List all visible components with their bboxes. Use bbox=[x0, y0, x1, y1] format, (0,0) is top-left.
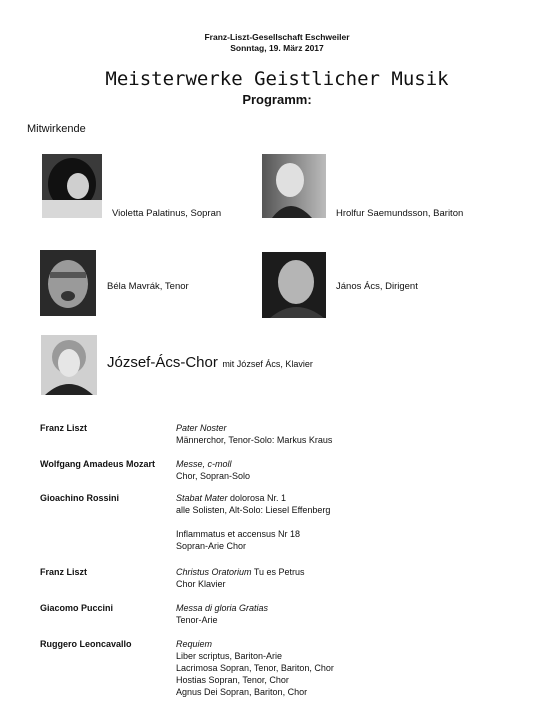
work-detail: Agnus Dei Sopran, Bariton, Chor bbox=[176, 687, 308, 697]
work-entry bbox=[176, 492, 330, 552]
work-entry bbox=[176, 638, 334, 698]
work-detail: Chor, Sopran-Solo bbox=[176, 471, 251, 481]
performer-caption: Hrolfur Saemundsson, Bariton bbox=[336, 208, 464, 219]
date-line: Sonntag, 19. März 2017 bbox=[230, 43, 324, 53]
composer-name: Franz Liszt bbox=[40, 423, 88, 433]
choir-name: József-Ács-Chor bbox=[107, 354, 218, 371]
performer-photo-acs bbox=[262, 252, 326, 318]
organizer-line: Franz-Liszt-Gesellschaft Eschweiler bbox=[204, 32, 350, 42]
composer-name: Giacomo Puccini bbox=[40, 603, 114, 613]
work-title: Messa di gloria Gratias bbox=[176, 603, 269, 613]
work-title: Messe, c-moll bbox=[176, 459, 232, 469]
composer-name: Franz Liszt bbox=[40, 567, 88, 577]
work-entry bbox=[176, 602, 268, 626]
work-detail: Inflammatus et accensus Nr 18 bbox=[176, 529, 301, 539]
performer-caption: Béla Mavrák, Tenor bbox=[107, 281, 189, 292]
composer-name: Ruggero Leoncavallo bbox=[40, 639, 132, 649]
choir-suffix: mit József Ács, Klavier bbox=[222, 359, 313, 369]
work-detail: alle Solisten, Alt-Solo: Liesel Effenberg bbox=[176, 505, 331, 515]
work-title-rest: dolorosa Nr. 1 bbox=[227, 493, 287, 503]
work-title: Christus Oratorium bbox=[176, 567, 252, 577]
spacer bbox=[176, 516, 330, 528]
performer-caption: János Ács, Dirigent bbox=[336, 281, 418, 292]
work-title-rest: Tu es Petrus bbox=[251, 567, 305, 577]
page-subtitle: Programm: bbox=[242, 92, 312, 107]
choir-photo bbox=[41, 335, 97, 395]
work-detail: Liber scriptus, Bariton-Arie bbox=[176, 651, 283, 661]
composer-name: Wolfgang Amadeus Mozart bbox=[40, 459, 156, 469]
performer-photo-saemundsson bbox=[262, 154, 326, 218]
choir-line bbox=[107, 354, 313, 372]
section-label: Mitwirkende bbox=[27, 123, 86, 135]
work-title: Stabat Mater bbox=[176, 493, 228, 503]
work-detail: Lacrimosa Sopran, Tenor, Bariton, Chor bbox=[176, 663, 334, 673]
work-detail: Hostias Sopran, Tenor, Chor bbox=[176, 675, 289, 685]
performer-photo-mavrak bbox=[40, 250, 96, 316]
work-detail: Chor Klavier bbox=[176, 579, 226, 589]
work-title: Requiem bbox=[176, 639, 213, 649]
performer-photo-palatinus bbox=[42, 154, 102, 218]
work-detail: Tenor-Arie bbox=[176, 615, 218, 625]
performer-caption: Violetta Palatinus, Sopran bbox=[112, 208, 222, 219]
work-detail: Männerchor, Tenor-Solo: Markus Kraus bbox=[176, 435, 333, 445]
composer-name: Gioachino Rossini bbox=[40, 493, 120, 503]
work-entry bbox=[176, 458, 250, 482]
page-title: Meisterwerke Geistlicher Musik bbox=[105, 68, 449, 90]
work-detail: Sopran-Arie Chor bbox=[176, 541, 247, 551]
work-entry bbox=[176, 422, 332, 446]
work-entry bbox=[176, 566, 305, 590]
work-title: Pater Noster bbox=[176, 423, 227, 433]
